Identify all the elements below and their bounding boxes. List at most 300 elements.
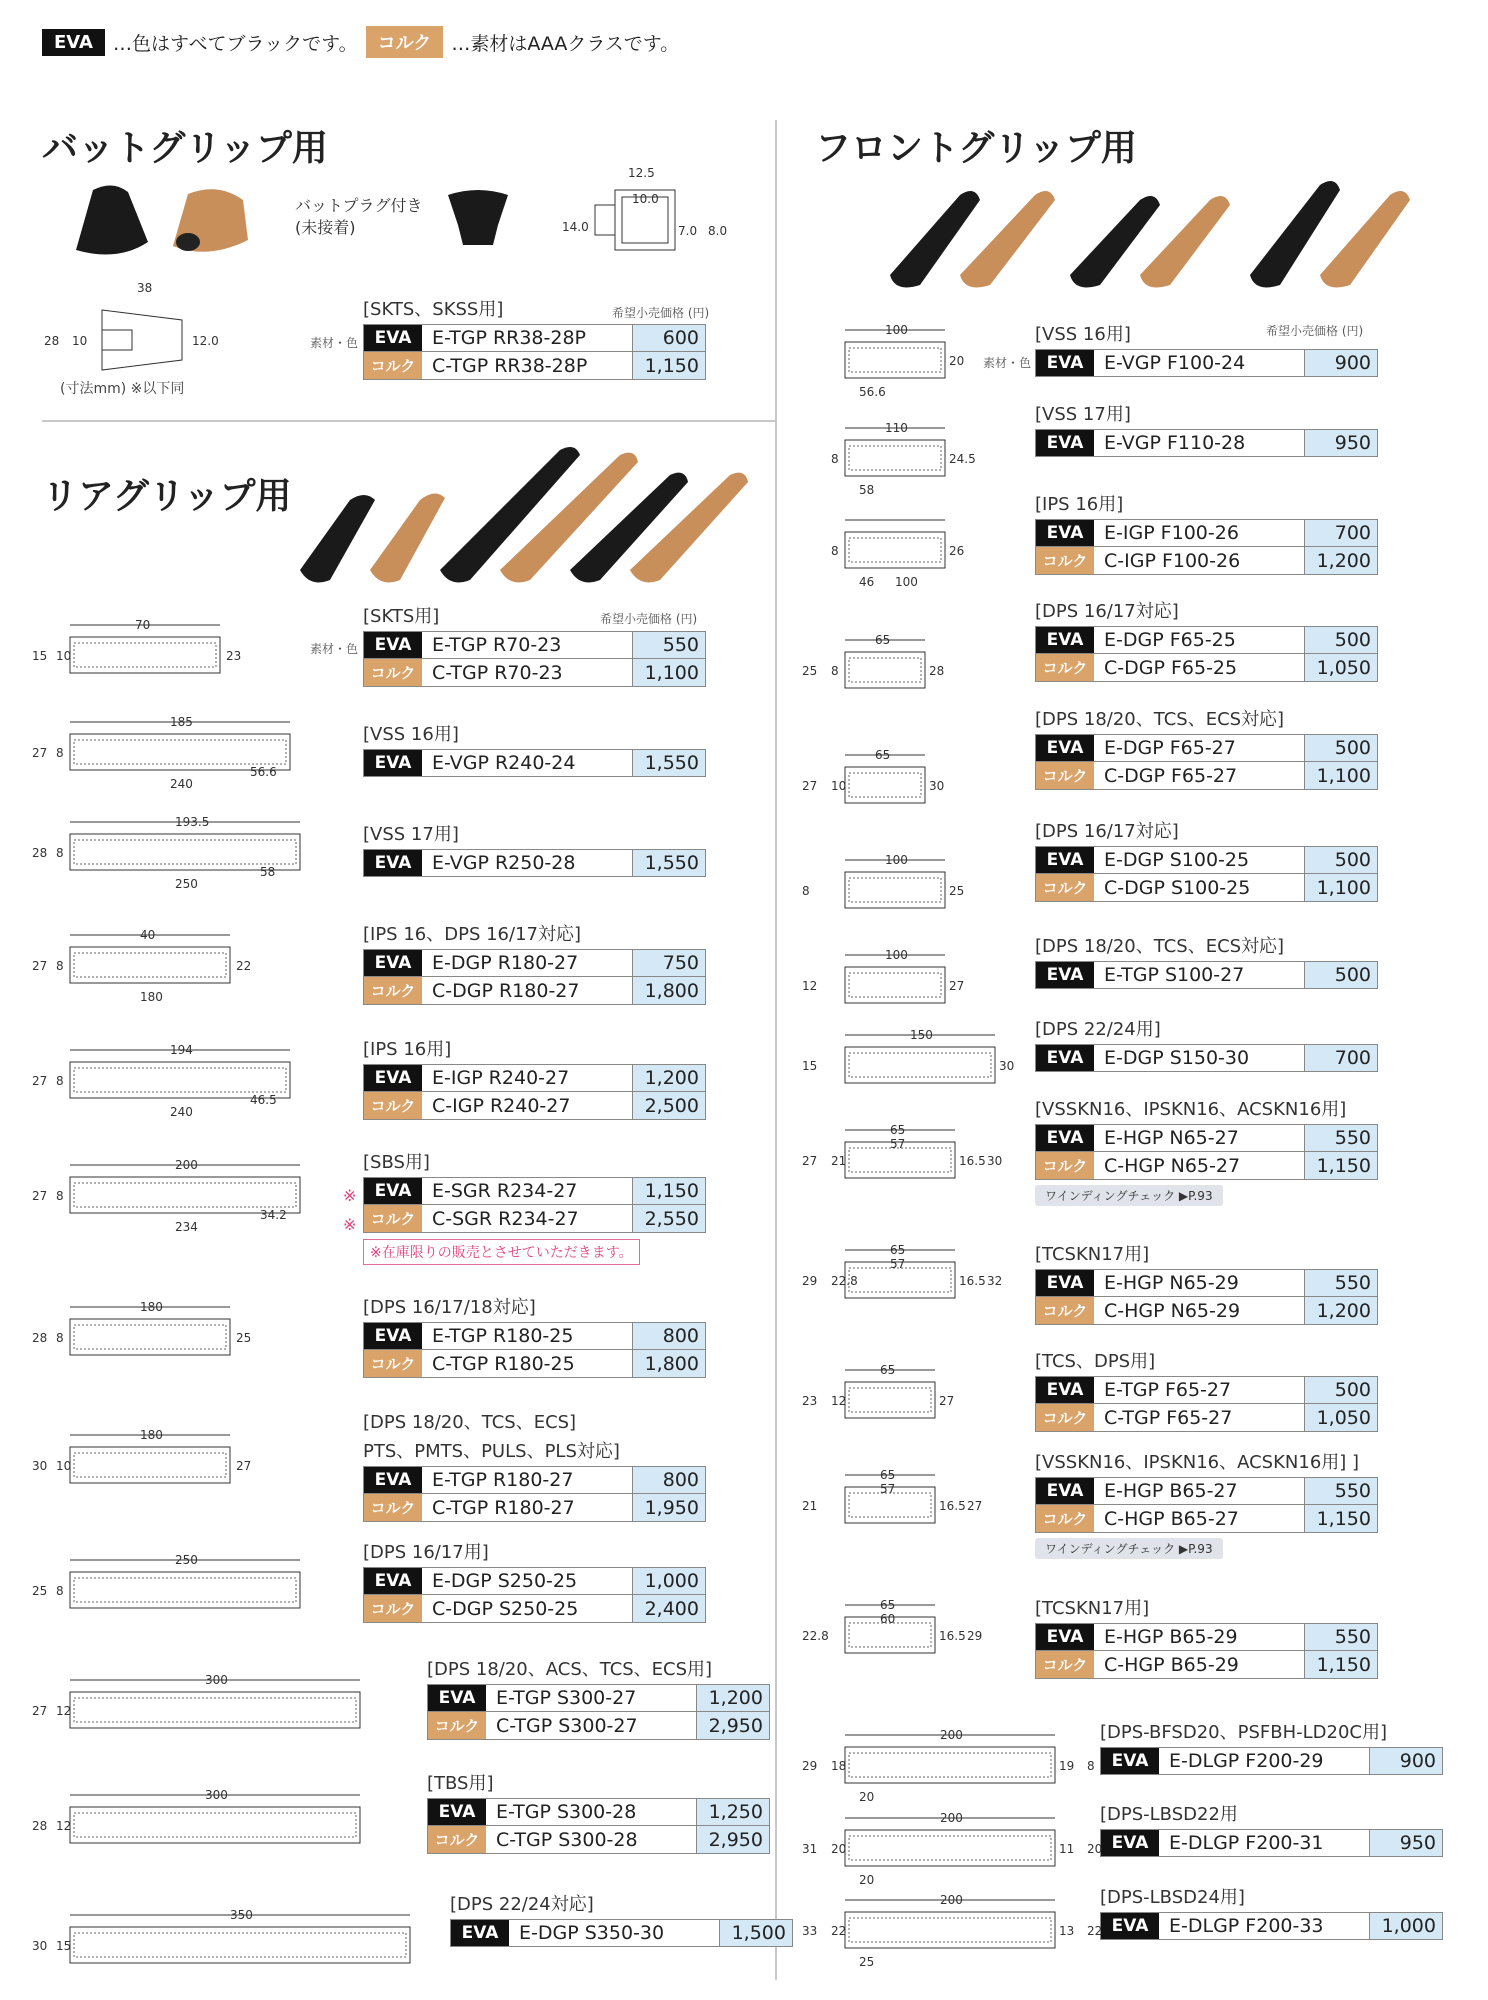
product-price: 1,200: [697, 1685, 769, 1711]
price-row: [1035, 1651, 1378, 1679]
dim-inner: 8: [56, 1584, 64, 1598]
product-block-label-2: PTS、PMTS、PULS、PLS対応]: [363, 1441, 620, 1462]
dim-outer: 27: [802, 1154, 818, 1168]
price-table: [363, 949, 706, 1005]
material-tag: EVA: [428, 1799, 486, 1825]
product-block: [1035, 1240, 1378, 1325]
dim-end: 16.5: [959, 1154, 986, 1168]
dim-end: 23: [226, 649, 242, 663]
product-price: 1,150: [633, 352, 705, 379]
grip-diagram: [30, 1785, 440, 1865]
grip-diagram: [800, 1465, 1010, 1545]
product-block: [427, 1769, 770, 1854]
product-block-label: [DPS 16/17用]: [363, 1542, 489, 1563]
dim-outer: 25: [32, 1584, 48, 1598]
product-block: [1035, 320, 1378, 377]
product-code: E-DGP R180-27: [422, 950, 633, 976]
dim-outer: 27: [32, 1074, 48, 1088]
grip-bore: [849, 1268, 951, 1292]
dim-end: 27: [949, 979, 965, 993]
product-code: C-TGP R180-27: [422, 1494, 633, 1521]
material-tag: EVA: [364, 850, 422, 876]
dim-length: 200: [175, 1158, 198, 1172]
product-price: 1,050: [1305, 654, 1377, 681]
price-row: [363, 659, 706, 687]
price-row: [1035, 1124, 1378, 1152]
product-block-label: [VSS 17用]: [363, 824, 459, 845]
product-code: E-VGP F100-24: [1094, 350, 1305, 376]
product-block-label: [TCSKN17用]: [1035, 1598, 1150, 1619]
price-row: [363, 352, 706, 380]
price-row: [427, 1684, 770, 1712]
dim-length: 70: [135, 618, 151, 632]
price-row: [427, 1826, 770, 1854]
grip-outline: [845, 1047, 995, 1083]
price-row: [363, 631, 706, 659]
product-price: 1,950: [633, 1494, 705, 1521]
product-price: 900: [1370, 1748, 1442, 1774]
dim-inner: 12: [831, 1394, 847, 1408]
product-block: [363, 1293, 706, 1378]
dim-sub: 56.6: [250, 765, 277, 779]
product-block: [1035, 1347, 1378, 1432]
product-code: E-DGP S250-25: [422, 1568, 633, 1594]
product-block: [427, 1655, 770, 1740]
dim-outer: 28: [32, 1331, 48, 1345]
dim-outer: 22.8: [802, 1629, 829, 1643]
dim-end: 28: [929, 664, 945, 678]
product-price: 2,400: [633, 1595, 705, 1622]
stock-warning: ※在庫限りの販売とさせていただきます。: [363, 1239, 640, 1265]
grip-outline: [845, 652, 925, 688]
material-tag: EVA: [1036, 520, 1094, 546]
dim-sub: 46: [859, 575, 875, 589]
price-row: [427, 1798, 770, 1826]
dim-inner: 22.8: [831, 1274, 858, 1288]
dim-inner: 12: [56, 1704, 72, 1718]
product-block-label: [DPS 22/24対応]: [450, 1894, 594, 1915]
dim-sub: 56.6: [859, 385, 886, 399]
dim-inner-len: 57: [890, 1257, 906, 1271]
dim-sub: 58: [859, 483, 875, 497]
product-block: [1035, 400, 1378, 457]
grip-diagram: [800, 1595, 1010, 1675]
product-price: 1,800: [633, 1350, 705, 1377]
product-price: 500: [1305, 962, 1377, 988]
product-price: 900: [1305, 350, 1377, 376]
dim-length: 200: [940, 1728, 963, 1742]
product-price: 2,500: [633, 1092, 705, 1119]
dim-end: 27: [939, 1394, 955, 1408]
product-price: 1,550: [633, 750, 705, 776]
dim-outer: 30: [32, 1459, 48, 1473]
grip-diagram: [30, 712, 370, 792]
product-block-label: [DPS-BFSD20、PSFBH-LD20C用]: [1100, 1722, 1387, 1743]
product-code: C-HGP B65-29: [1094, 1651, 1305, 1678]
product-code: E-DGP S350-30: [509, 1920, 720, 1946]
price-row: [363, 849, 706, 877]
dim-sub: 58: [260, 865, 276, 879]
product-price: 800: [633, 1467, 705, 1493]
grip-outline: [70, 1319, 230, 1355]
grip-bore: [849, 658, 921, 682]
material-tag: EVA: [1036, 1624, 1094, 1650]
price-row: [363, 977, 706, 1005]
price-row: [363, 1205, 706, 1233]
grip-bore: [849, 1053, 991, 1077]
product-code: C-TGP S300-28: [486, 1826, 697, 1853]
grip-bore: [74, 1325, 226, 1349]
grip-bore: [849, 1493, 931, 1517]
product-block: [363, 602, 706, 687]
price-row: [1035, 1152, 1378, 1180]
product-code: C-HGP N65-27: [1094, 1152, 1305, 1179]
dim-outer: 23: [802, 1394, 818, 1408]
winding-check-link[interactable]: ワインディングチェック ▶P.93: [1035, 1538, 1223, 1559]
grip-bore: [74, 1453, 226, 1477]
product-code: E-HGP B65-27: [1094, 1478, 1305, 1504]
product-block: [363, 1035, 706, 1120]
dim-inner: 10: [831, 779, 847, 793]
dim-sub: 46.5: [250, 1093, 277, 1107]
material-tag: EVA: [1036, 627, 1094, 653]
price-table: [1035, 961, 1378, 989]
product-block-label: [TCSKN17用]: [1035, 1244, 1150, 1265]
product-block-label: [VSS 16用]: [1035, 324, 1131, 345]
dim-plug-c: 14.0: [562, 220, 589, 234]
product-code: E-TGP S300-27: [486, 1685, 697, 1711]
material-tag: EVA: [1036, 1377, 1094, 1403]
dim-outer: 33: [802, 1924, 818, 1938]
price-row: [1035, 654, 1378, 682]
butt-grip-photos: [68, 180, 268, 260]
grip-diagram: [800, 320, 1020, 400]
material-tag: EVA: [364, 1178, 422, 1204]
grip-outline: [70, 947, 230, 983]
product-code: C-SGR R234-27: [422, 1205, 633, 1232]
dim-inner-len: 57: [890, 1137, 906, 1151]
dim-inner: 8: [56, 959, 64, 973]
rear-grip-photos: [290, 440, 760, 590]
grip-diagram: [800, 1808, 1130, 1888]
dim-outer: 8: [802, 884, 810, 898]
material-tag: コルク: [1036, 1505, 1094, 1532]
grip-bore: [849, 973, 941, 997]
grip-bore: [74, 1578, 296, 1602]
product-price: 1,100: [633, 659, 705, 686]
product-block: [1035, 597, 1378, 682]
product-block-label: [DPS 18/20、TCS、ECS]: [363, 1412, 577, 1433]
price-row: [1035, 874, 1378, 902]
product-price: 1,800: [633, 977, 705, 1004]
product-code: C-IGP F100-26: [1094, 547, 1305, 574]
product-block-label: [DPS 18/20、TCS、ECS対応]: [1035, 936, 1285, 957]
product-block: [363, 1408, 706, 1522]
product-code: E-DLGP F200-29: [1159, 1748, 1370, 1774]
section-title-front: フロントグリップ用: [815, 128, 1137, 169]
grip-diagram: [800, 510, 1020, 590]
product-block-label: [DPS-LBSD24用]: [1100, 1887, 1245, 1908]
dim-plug-e: 8.0: [708, 224, 728, 238]
product-code: E-DLGP F200-31: [1159, 1830, 1370, 1856]
dim-end: 25: [949, 884, 965, 898]
grip-outline: [70, 1447, 230, 1483]
dim-total: 180: [140, 990, 163, 1004]
product-block-label: [IPS 16用]: [1035, 494, 1124, 515]
product-code: C-DGP S250-25: [422, 1595, 633, 1622]
dim-sub: 20: [859, 1790, 875, 1804]
product-block-label: [DPS 22/24用]: [1035, 1019, 1161, 1040]
material-tag: EVA: [364, 750, 422, 776]
grip-bore: [74, 1813, 356, 1837]
price-header-2: 希望小売価格 (円): [600, 612, 698, 626]
dim-butt-d2: 10: [72, 334, 88, 348]
product-code: E-VGP F110-28: [1094, 430, 1305, 456]
dim-end: 25: [236, 1331, 252, 1345]
price-row: [1035, 1044, 1378, 1072]
grip-bore: [849, 1148, 951, 1172]
dim-end-2: 32: [987, 1274, 1003, 1288]
price-table: [363, 749, 706, 777]
price-row: [1100, 1912, 1443, 1940]
price-table: [363, 1466, 706, 1522]
product-price: 1,200: [1305, 1297, 1377, 1324]
product-code: C-IGP R240-27: [422, 1092, 633, 1119]
material-tag: コルク: [428, 1712, 486, 1739]
product-block-label: [SBS用]: [363, 1152, 430, 1173]
dim-end: 20: [949, 354, 965, 368]
dim-length: 250: [175, 1553, 198, 1567]
winding-check-link[interactable]: ワインディングチェック ▶P.93: [1035, 1185, 1223, 1206]
product-price: 1,500: [720, 1920, 792, 1946]
dim-total: 234: [175, 1220, 198, 1234]
price-row: [427, 1712, 770, 1740]
front-grip-photos: [880, 175, 1420, 295]
price-row: [1035, 349, 1378, 377]
material-tag: EVA: [1036, 1270, 1094, 1296]
dim-length: 110: [885, 421, 908, 435]
dim-inner: 12: [56, 1819, 72, 1833]
dim-length: 180: [140, 1428, 163, 1442]
dim-length: 300: [205, 1673, 228, 1687]
dim-end: 22: [236, 959, 252, 973]
material-tag: コルク: [364, 1205, 422, 1232]
dim-outer: 27: [32, 746, 48, 760]
legend-cork-tag: コルク: [366, 26, 444, 58]
legend-eva-tag: EVA: [42, 29, 105, 56]
product-block-label: [VSSKN16、IPSKN16、ACSKN16用] ]: [1035, 1452, 1360, 1473]
product-block: [363, 1538, 706, 1623]
dim-length: 200: [940, 1893, 963, 1907]
product-price: 2,950: [697, 1826, 769, 1853]
price-table: [363, 1177, 706, 1233]
price-row: [1035, 1505, 1378, 1533]
price-table: [450, 1919, 793, 1947]
legend-cork-text: …素材はAAAクラスです。: [451, 32, 680, 55]
price-row: [1035, 1623, 1378, 1651]
price-table: [1035, 846, 1378, 902]
material-tag: EVA: [364, 325, 422, 351]
product-code: E-DGP F65-25: [1094, 627, 1305, 653]
grip-bore: [849, 446, 941, 470]
material-tag: コルク: [364, 977, 422, 1004]
grip-bore: [849, 348, 941, 372]
grip-outline: [845, 532, 945, 568]
material-tag: EVA: [364, 1568, 422, 1594]
material-tag: EVA: [428, 1685, 486, 1711]
product-code: E-TGP R180-27: [422, 1467, 633, 1493]
product-price: 700: [1305, 520, 1377, 546]
dim-length: 65: [880, 1363, 896, 1377]
product-code: E-VGP R250-28: [422, 850, 633, 876]
product-block: [363, 1148, 706, 1265]
grip-bore: [849, 538, 941, 562]
product-price: 1,000: [1370, 1913, 1442, 1939]
product-block: [363, 820, 706, 877]
price-row: [1035, 1404, 1378, 1432]
grip-diagram: [30, 1040, 370, 1120]
dim-sub: 20: [859, 1873, 875, 1887]
grip-diagram: [800, 850, 1020, 930]
product-code: C-TGP R70-23: [422, 659, 633, 686]
legend: [42, 26, 679, 58]
dim-end: 27: [236, 1459, 252, 1473]
dim-outer: 25: [802, 664, 818, 678]
product-block-label: [DPS 16/17対応]: [1035, 601, 1179, 622]
grip-outline: [845, 1912, 1055, 1948]
price-row: [1035, 519, 1378, 547]
material-tag: EVA: [364, 1323, 422, 1349]
product-price: 2,950: [697, 1712, 769, 1739]
product-price: 700: [1305, 1045, 1377, 1071]
dim-inner: 22: [831, 1924, 847, 1938]
dim-outer: 21: [802, 1499, 818, 1513]
price-table: [363, 849, 706, 877]
dim-total: 240: [170, 1105, 193, 1119]
grip-bore: [849, 1918, 1051, 1942]
price-row: [363, 1064, 706, 1092]
product-block-label: [IPS 16、DPS 16/17対応]: [363, 924, 581, 945]
dim-end: 16.5: [939, 1499, 966, 1513]
grip-diagram: [30, 1425, 310, 1505]
dim-end-2: 22: [1087, 1924, 1103, 1938]
product-block: [450, 1890, 793, 1947]
grip-bore: [74, 1068, 286, 1092]
dim-outer: 15: [802, 1059, 818, 1073]
price-row: [1100, 1747, 1443, 1775]
grip-bore: [849, 773, 921, 797]
material-tag: EVA: [364, 950, 422, 976]
dim-length: 65: [880, 1468, 896, 1482]
dim-sub: 25: [859, 1955, 875, 1969]
price-table: [363, 1064, 706, 1120]
price-table: [1035, 519, 1378, 575]
product-code: C-DGP S100-25: [1094, 874, 1305, 901]
grip-bore: [849, 1623, 931, 1647]
material-tag: コルク: [364, 1350, 422, 1377]
grip-outline: [70, 1692, 360, 1728]
product-block-label: [VSS 17用]: [1035, 404, 1131, 425]
product-price: 800: [633, 1323, 705, 1349]
product-code: E-TGP R180-25: [422, 1323, 633, 1349]
dim-inner: 8: [56, 746, 64, 760]
product-block: [1100, 1883, 1443, 1940]
product-code: E-HGP N65-29: [1094, 1270, 1305, 1296]
grip-diagram: [30, 1550, 380, 1630]
grip-bore: [74, 1933, 406, 1957]
product-code: E-SGR R234-27: [422, 1178, 633, 1204]
dim-outer: 29: [802, 1759, 818, 1773]
grip-outline: [845, 342, 945, 378]
dim-butt-d3: 12.0: [192, 334, 219, 348]
product-block-label: [DPS 16/17/18対応]: [363, 1297, 536, 1318]
dim-end-2: 30: [987, 1154, 1003, 1168]
product-price: 2,550: [633, 1205, 705, 1232]
price-table: [1035, 734, 1378, 790]
dim-outer: 27: [802, 779, 818, 793]
material-tag: EVA: [1036, 962, 1094, 988]
product-price: 1,150: [633, 1178, 705, 1204]
material-tag: コルク: [364, 659, 422, 686]
material-tag: コルク: [1036, 1152, 1094, 1179]
price-row: [1035, 429, 1378, 457]
column-divider: [775, 120, 777, 1980]
dim-plug-a: 12.5: [628, 166, 655, 180]
price-row: [1035, 762, 1378, 790]
dim-length: 65: [890, 1123, 906, 1137]
dim-end: 16.5: [939, 1629, 966, 1643]
product-block: [363, 295, 706, 380]
dim-inner: 18: [831, 1759, 847, 1773]
product-price: 1,150: [1305, 1505, 1377, 1532]
grip-bore: [74, 1698, 356, 1722]
dim-length: 100: [885, 948, 908, 962]
product-code: E-HGP N65-27: [1094, 1125, 1305, 1151]
product-block: [1035, 1448, 1378, 1559]
product-price: 950: [1370, 1830, 1442, 1856]
price-table: [1035, 1623, 1378, 1679]
product-code: C-HGP B65-27: [1094, 1505, 1305, 1532]
product-price: 550: [1305, 1270, 1377, 1296]
price-table: [1035, 1124, 1378, 1180]
product-price: 1,150: [1305, 1152, 1377, 1179]
material-header-3: 素材・色: [983, 356, 1032, 370]
product-block: [1035, 817, 1378, 902]
price-table: [1035, 349, 1378, 377]
product-code: C-TGP S300-27: [486, 1712, 697, 1739]
grip-diagram: [30, 1670, 440, 1750]
material-tag: コルク: [364, 1494, 422, 1521]
dim-inner: 15: [56, 1939, 72, 1953]
price-row: [1035, 547, 1378, 575]
product-price: 750: [633, 950, 705, 976]
price-header-1: 希望小売価格 (円): [612, 306, 710, 320]
price-table: [1035, 626, 1378, 682]
material-tag: EVA: [1101, 1830, 1159, 1856]
dim-butt-d1: 28: [44, 334, 60, 348]
product-block: [1035, 705, 1378, 790]
material-tag: コルク: [1036, 1297, 1094, 1324]
dim-end: 30: [929, 779, 945, 793]
material-tag: EVA: [364, 632, 422, 658]
product-block-label: [TCS、DPS用]: [1035, 1351, 1156, 1372]
price-row: [363, 749, 706, 777]
dim-outer: 15: [32, 649, 48, 663]
product-price: 550: [1305, 1624, 1377, 1650]
grip-diagram: [800, 1360, 1010, 1440]
product-price: 550: [1305, 1125, 1377, 1151]
product-code: C-TGP R180-25: [422, 1350, 633, 1377]
